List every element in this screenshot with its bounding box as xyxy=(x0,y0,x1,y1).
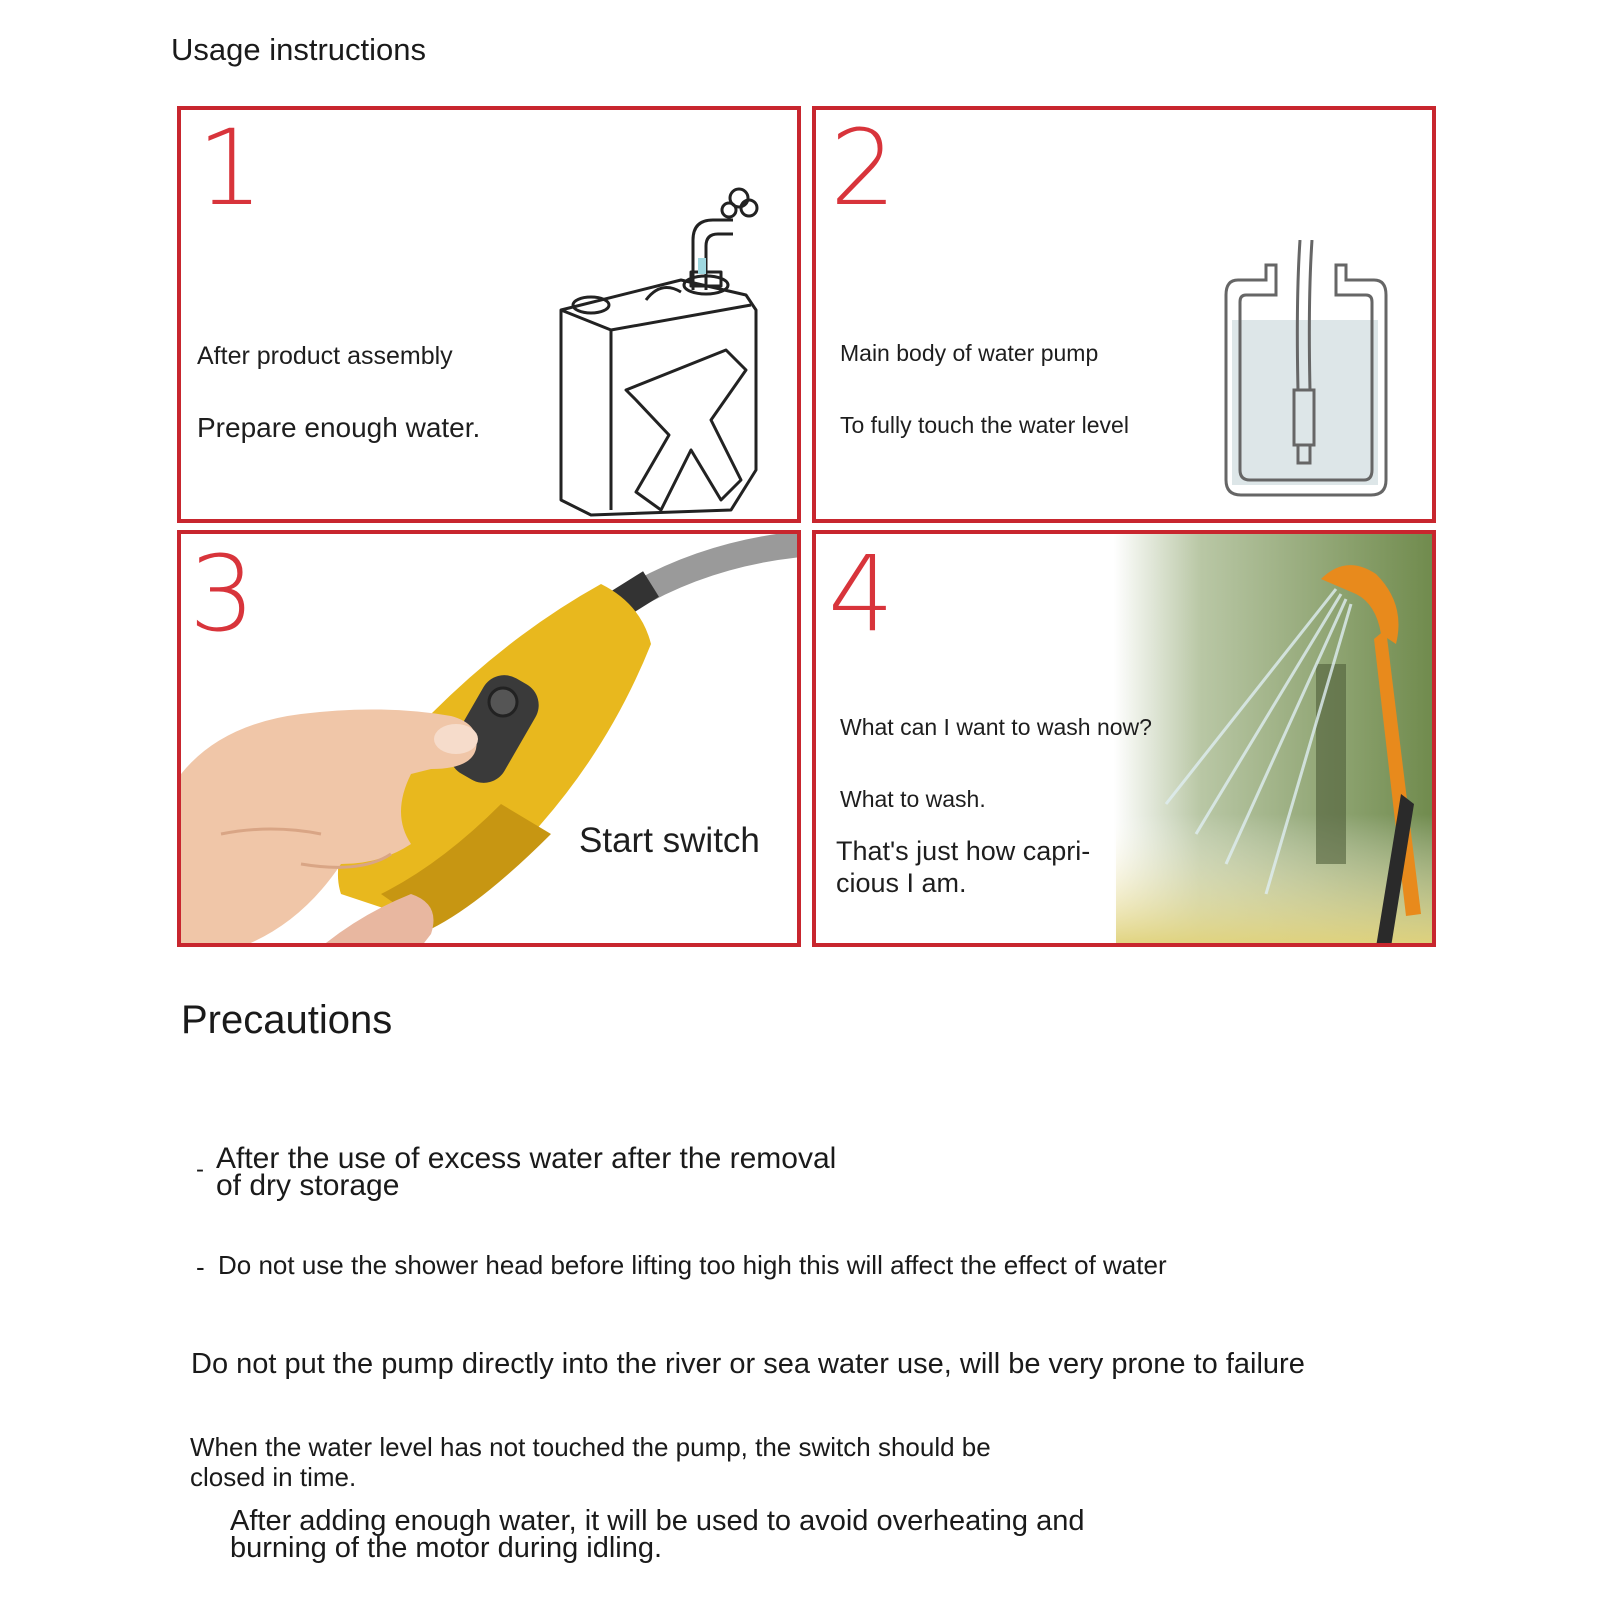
step-1-line-1: After product assembly xyxy=(197,342,453,370)
step-panel-3 xyxy=(177,530,801,947)
step-1-line-2: Prepare enough water. xyxy=(197,412,481,443)
precaution-1-dash: - xyxy=(196,1156,204,1183)
step-2-line-1: Main body of water pump xyxy=(840,340,1099,366)
step-number-1: 1 xyxy=(197,107,264,229)
precaution-5-line-2: burning of the motor during idling. xyxy=(230,1532,663,1564)
step-4-line-3a: That's just how capri- xyxy=(836,836,1091,866)
precaution-2-dash: - xyxy=(196,1252,205,1282)
step-number-2: 2 xyxy=(830,107,897,229)
step-panel-4 xyxy=(812,530,1436,947)
step-number-3: 3 xyxy=(189,533,256,655)
precaution-5-line-1: After adding enough water, it will be used to avoid overheating and xyxy=(230,1505,1085,1537)
step-2-line-2: To fully touch the water level xyxy=(840,412,1129,438)
step-panel-1 xyxy=(177,106,801,523)
precaution-4-line-2: closed in time. xyxy=(190,1462,357,1492)
precaution-2-text: Do not use the shower head before lifting too high this will affect the effect of water xyxy=(218,1250,1167,1280)
precaution-3-text: Do not put the pump directly into the river or sea water use, will be very prone to failure xyxy=(191,1348,1305,1380)
precaution-1-line-2: of dry storage xyxy=(216,1169,400,1202)
step-4-line-3b: cious I am. xyxy=(836,868,967,898)
precaution-1-line-1: After the use of excess water after the removal xyxy=(216,1142,837,1175)
step-number-4: 4 xyxy=(828,533,895,655)
step-panel-2 xyxy=(812,106,1436,523)
step-3-line-1: Start switch xyxy=(579,821,760,860)
water-canister-illustration xyxy=(551,180,781,520)
precautions-title: Precautions xyxy=(181,998,393,1042)
hand-pressing-switch-image xyxy=(181,534,801,947)
precaution-4-line-1: When the water level has not touched the pump, the switch should be xyxy=(190,1432,991,1462)
pump-in-container-illustration xyxy=(1216,240,1396,500)
usage-instructions-title: Usage instructions xyxy=(171,32,427,67)
step-4-line-2: What to wash. xyxy=(840,786,986,812)
step-4-line-1: What can I want to wash now? xyxy=(840,714,1152,740)
